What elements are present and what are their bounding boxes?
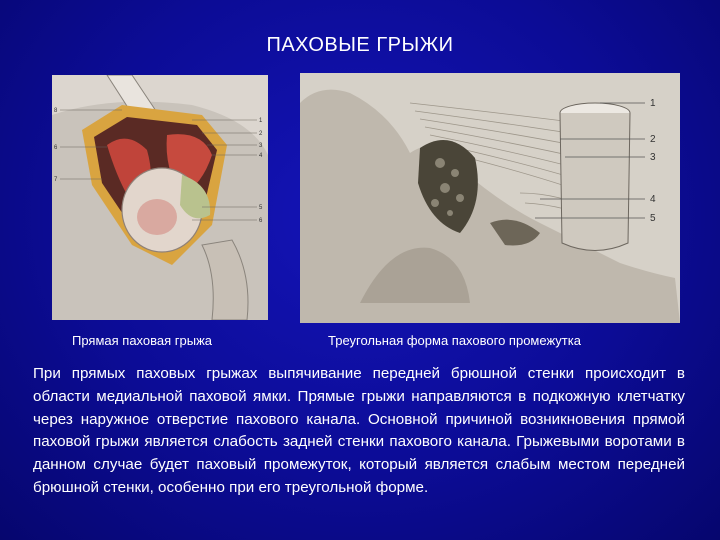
right-fig-label: 1 <box>650 98 656 109</box>
right-fig-label: 5 <box>650 213 656 224</box>
left-fig-label: 1 <box>259 118 263 124</box>
left-fig-label: 6 <box>259 218 263 224</box>
slide-body-text: При прямых паховых грыжах выпячивание передней брюшной стенки происходит в области медиальной паховой ямки. Прямые грыжи направляются в подкожную клетчатку через наружное отверстие пахового канала. Основной причиной возникновения прямой паховой грыжи является слабость задней стенки пахового канала. Грыжевыми воротами в данном случае будет паховый промежуток, который является слабым местом передней брюшной стенки, особенно при его треугольной форме. <box>33 365 685 496</box>
right-fig-label: 4 <box>650 194 656 205</box>
right-fig-label: 2 <box>650 134 656 145</box>
left-fig-label: 7 <box>54 177 58 183</box>
right-fig-label: 3 <box>650 152 656 163</box>
direct-hernia-illustration <box>52 75 268 320</box>
left-fig-label: 5 <box>259 205 263 211</box>
left-fig-label: 4 <box>259 153 263 159</box>
right-figure-caption: Треугольная форма пахового промежутка <box>328 333 581 348</box>
left-fig-label: 2 <box>259 131 263 137</box>
left-figure-caption: Прямая паховая грыжа <box>72 333 213 348</box>
slide-title: ПАХОВЫЕ ГРЫЖИ <box>266 34 454 56</box>
left-fig-label: 3 <box>259 143 263 149</box>
inguinal-triangle-illustration <box>300 73 680 323</box>
left-fig-label: 8 <box>54 108 58 114</box>
left-fig-label: 6 <box>54 145 58 151</box>
